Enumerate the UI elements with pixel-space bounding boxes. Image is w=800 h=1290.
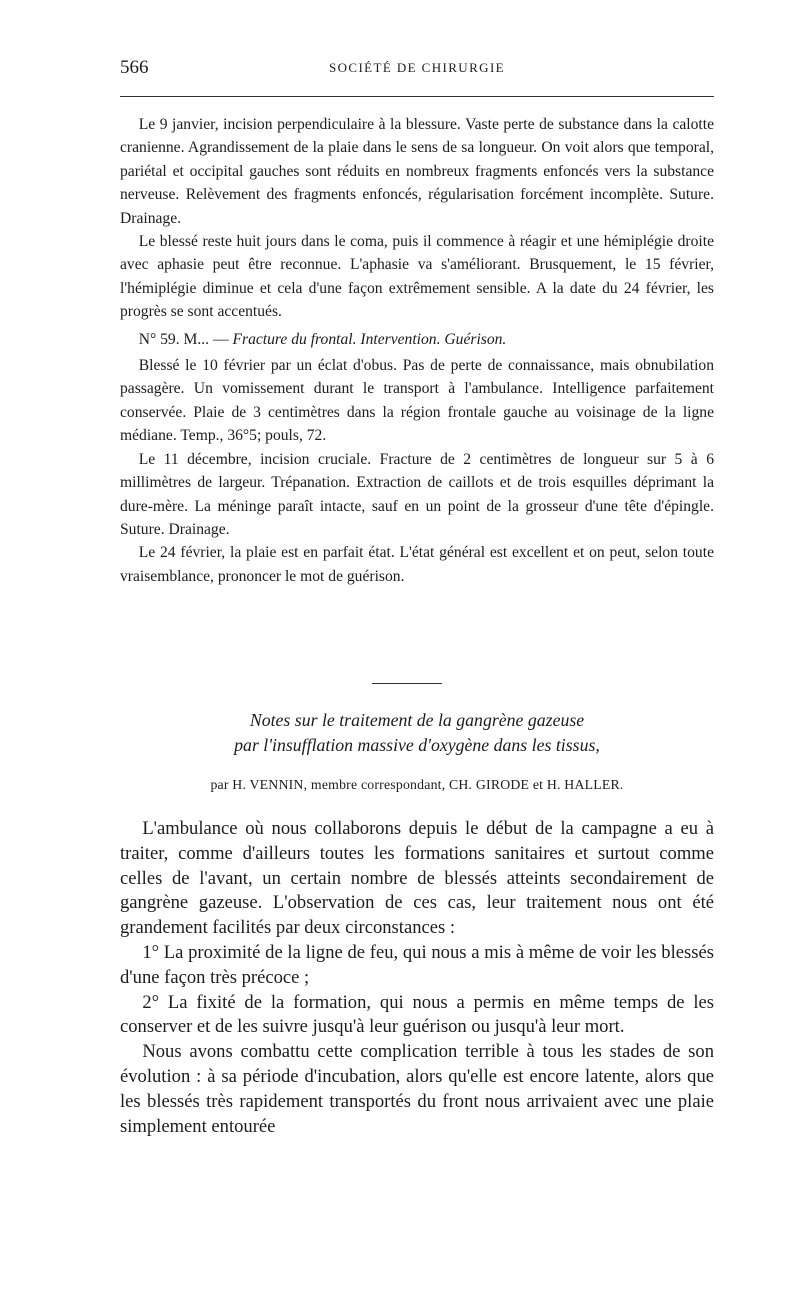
paragraph: 2° La fixité de la formation, qui nous a permis en même temps de les conserver et de les suivre jusqu'à leur guérison ou jusqu'à leur mort. xyxy=(120,991,714,1038)
article-title-line: par l'insufflation massive d'oxygène dans les tissus, xyxy=(234,735,600,755)
paragraph: 1° La proximité de la ligne de feu, qui nous a mis à même de voir les blessés d'une façon très précoce ; xyxy=(120,941,714,988)
paragraph: L'ambulance où nous collaborons depuis le début de la campagne a eu à traiter, comme d'ailleurs toutes les formations sanitaires et surtout comme celles de l'avant, un certain nombre de blessés atteints secondairement de gangrène gazeuse. L'observation de ces cas, leur traitement nous ont été grandement facilités par deux circonstances : xyxy=(120,818,714,939)
paragraph: Le blessé reste huit jours dans le coma, puis il commence à réagir et une hémiplégie droite avec aphasie peut être reconnue. L'aphasie va s'améliorant. Brusquement, le 15 février, l'hémiplégie diminue et cela d'une façon extrêmement sensible. A la date du 24 février, les progrès se sont accentués. xyxy=(120,233,714,321)
running-head: SOCIÉTÉ DE CHIRURGIE xyxy=(328,60,506,75)
case-number: N° 59. M... — xyxy=(138,330,233,348)
article-title-line: Notes sur le traitement de la gangrène gazeuse xyxy=(249,710,585,730)
case-title: Fracture du frontal. Intervention. Guérison. xyxy=(232,330,507,348)
page-header xyxy=(120,57,714,81)
article-title xyxy=(120,708,714,758)
page-number: 566 xyxy=(120,57,149,78)
article-body xyxy=(120,817,714,1139)
paragraph: Le 24 février, la plaie est en parfait état. L'état général est excellent et on peut, selon toute vraisemblance, prononcer le mot de guérison. xyxy=(120,544,714,585)
paragraph: Blessé le 10 février par un éclat d'obus. Pas de perte de connaissance, mais obnubilation passagère. Un vomissement durant le transport à l'ambulance. Intelligence parfaitement conservée. Plaie de 3 centimètres dans la région frontale gauche au voisinage de la ligne médiane. Temp., 36°5; pouls, 72. xyxy=(120,357,714,445)
paragraph: Le 9 janvier, incision perpendiculaire à la blessure. Vaste perte de substance dans la calotte cranienne. Agrandissement de la plaie dans le sens de sa longueur. On voit alors que temporal, pariétal et occipital gauches sont réduits en nombreux fragments enfoncés vers la substance nerveuse. Relèvement des fragments enfoncés, régularisation forcément incomplète. Suture. Drainage. xyxy=(120,116,714,227)
case-heading xyxy=(120,328,714,351)
paragraph: Nous avons combattu cette complication terrible à tous les stades de son évolution : à sa période d'incubation, alors qu'elle est encore latente, alors que les blessés très rapidement transportés du front nous arrivaient avec une plaie simplement entourée xyxy=(120,1041,714,1137)
paragraph: Le 11 décembre, incision cruciale. Fracture de 2 centimètres de longueur sur 5 à 6 millimètres de largeur. Trépanation. Extraction de caillots et de trois esquilles déprimant la dure-mère. La méninge paraît intacte, sauf en un point de la grosseur d'une tête d'épingle. Suture. Drainage. xyxy=(120,450,714,538)
article-byline: par H. VENNIN, membre correspondant, CH. GIRODE et H. HALLER. xyxy=(210,777,624,792)
case-reports-section xyxy=(120,113,714,588)
header-rule xyxy=(120,96,714,97)
section-divider xyxy=(372,683,442,684)
